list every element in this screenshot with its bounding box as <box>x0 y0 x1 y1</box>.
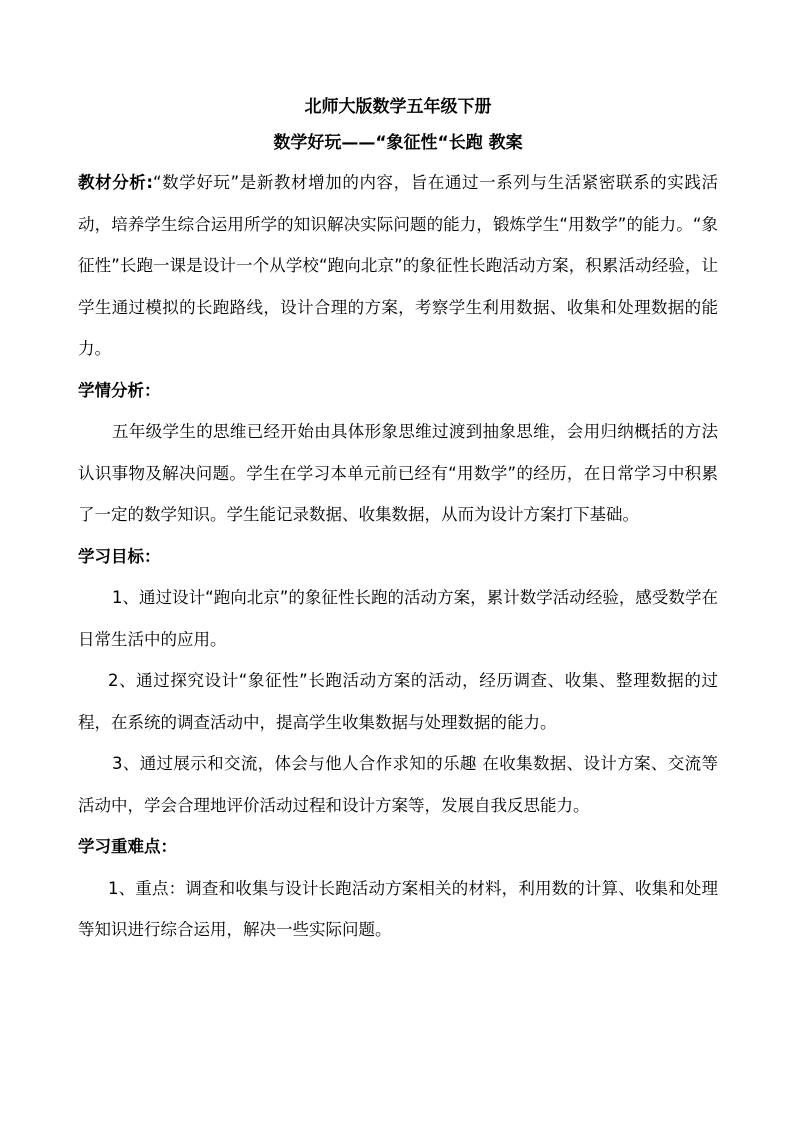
learner-analysis-text: 五年级学生的思维已经开始由具体形象思维过渡到抽象思维，会用归纳概括的方法认识事物及解决问题。学生在学习本单元前已经有“用数学”的经历，在日常学习中积累了一定的数学知识。学生能记录数据、收集数据，从而为设计方案打下基础。 <box>78 422 718 524</box>
document-page <box>78 96 718 951</box>
textbook-analysis-paragraph <box>78 162 718 370</box>
key-point-1: 1、重点：调查和收集与设计长跑活动方案相关的材料，利用数的计算、收集和处理等知识进行综合运用，解决一些实际问题。 <box>78 878 718 939</box>
lesson-title: 数学好玩——“象征性“长跑 教案 <box>273 133 523 153</box>
learning-goal-2: 2、通过探究设计“象征性”长跑活动方案的活动，经历调查、收集、整理数据的过程，在系统的调查活动中，提高学生收集数据与处理数据的能力。 <box>78 671 718 732</box>
document-title: 北师大版数学五年级下册 <box>304 97 492 117</box>
textbook-analysis-label: 教材分析: <box>78 173 154 192</box>
learner-analysis-heading: 学情分析： <box>78 380 161 400</box>
learning-goals-heading: 学习目标： <box>78 546 161 566</box>
learning-goal-3: 3、通过展示和交流，体会与他人合作求知的乐趣 在收集数据、设计方案、交流等活动中，学会合理地评价活动过程和设计方案等，发展自我反思能力。 <box>78 754 718 815</box>
learning-goal-1: 1、通过设计“跑向北京”的象征性长跑的活动方案，累计数学活动经验，感受数学在日常生活中的应用。 <box>78 588 718 649</box>
key-points-heading: 学习重难点： <box>78 837 177 856</box>
textbook-analysis-text: “数学好玩”是新教材增加的内容，旨在通过一系列与生活紧密联系的实践活动，培养学生综合运用所学的知识解决实际问题的能力，锻炼学生“用数学”的能力。“象征性”长跑一课是设计一个从学校“跑向北京”的象征性长跑活动方案，积累活动经验，让学生通过模拟的长跑路线，设计合理的方案，考察学生利用数据、收集和处理数据的能力。 <box>78 173 718 358</box>
